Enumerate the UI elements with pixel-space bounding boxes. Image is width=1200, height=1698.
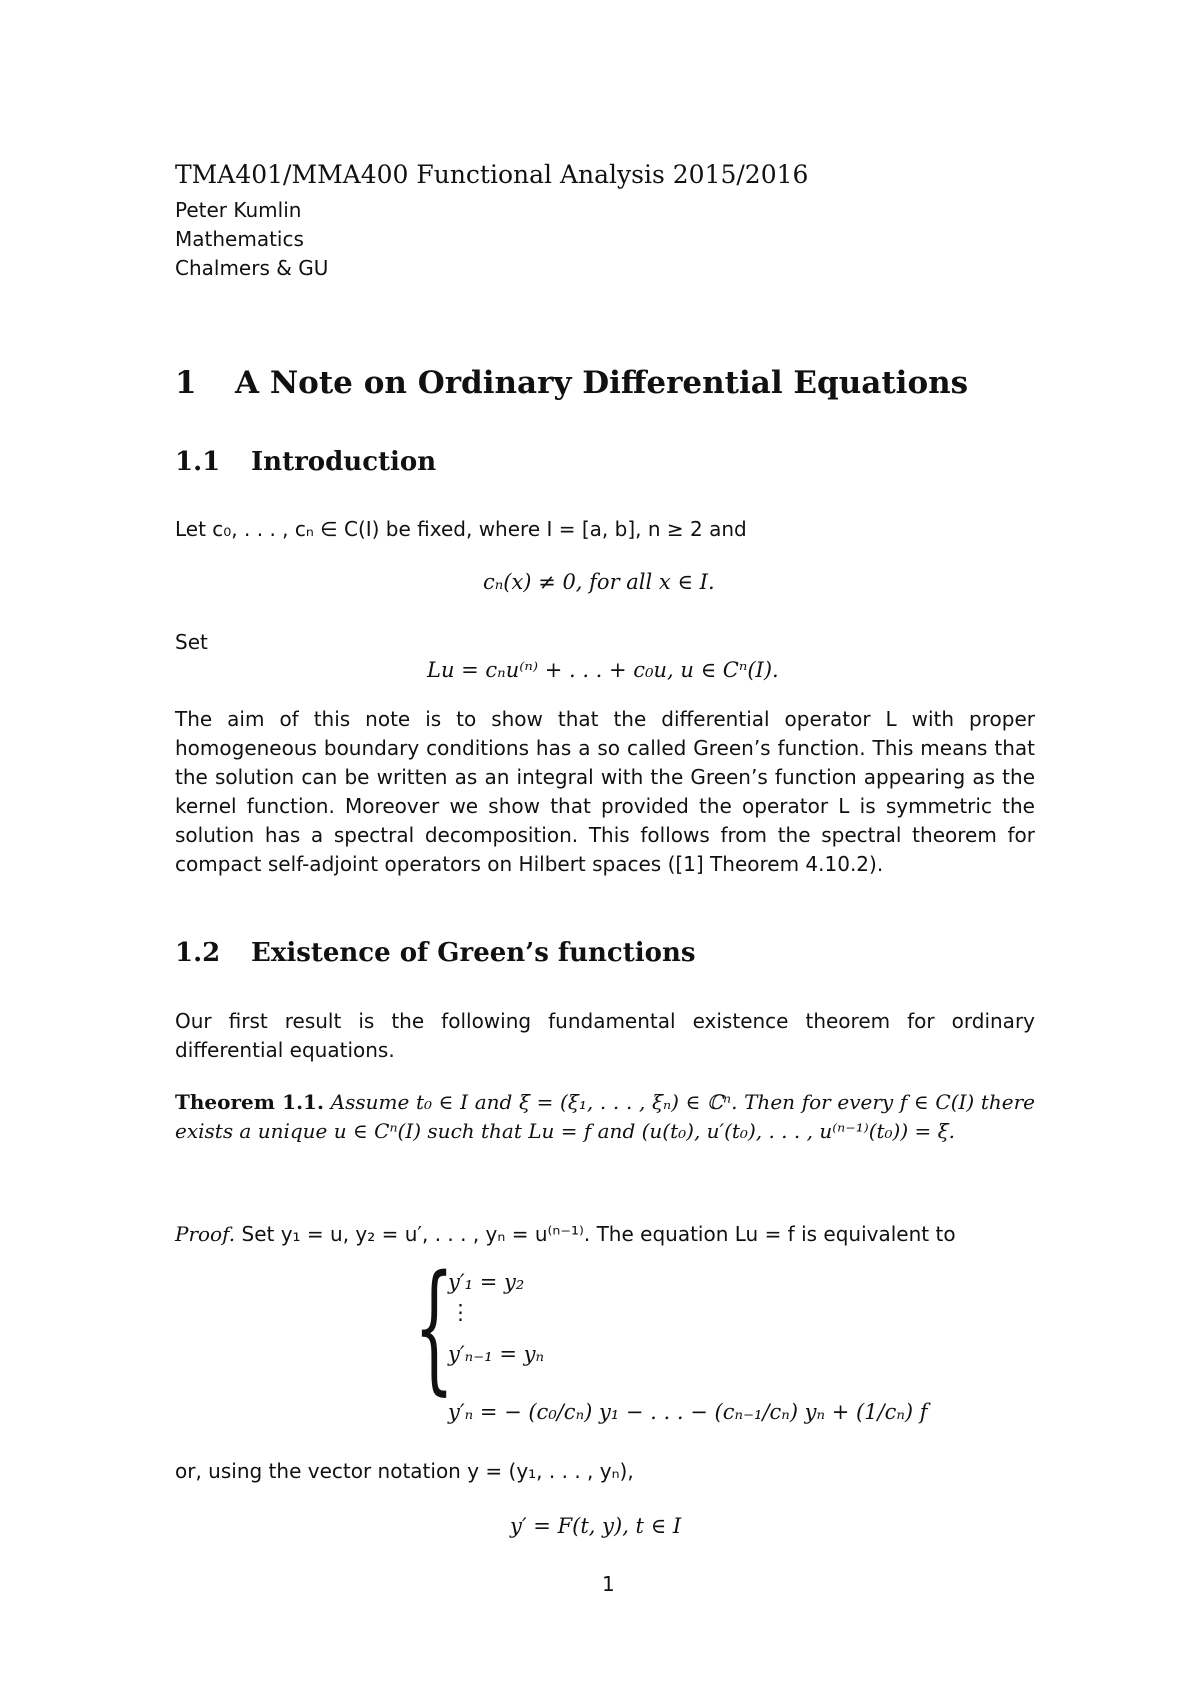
subsection-number: 1.2 (175, 938, 221, 968)
subsection-title: Existence of Green’s functions (251, 938, 696, 968)
department: Mathematics (175, 227, 304, 251)
course-title: TMA401/MMA400 Functional Analysis 2015/2016 (175, 160, 809, 189)
page-number: 1 (602, 1572, 615, 1596)
existence-paragraph: Our first result is the following fundamental existence theorem for ordinary differential equations. (175, 1009, 1035, 1062)
theorem-label: Theorem 1.1. (175, 1090, 324, 1114)
theorem-block (175, 1088, 1035, 1146)
left-brace: { (414, 1246, 455, 1409)
intro-line: Let c₀, . . . , cₙ ∈ C(I) be fixed, where I = [a, b], n ≥ 2 and (175, 517, 747, 541)
proof-text: Set y₁ = u, y₂ = u′, . . . , yₙ = u⁽ⁿ⁻¹⁾. The equation Lu = f is equivalent to (241, 1222, 956, 1246)
system-line: y′₁ = y₂ (448, 1270, 525, 1294)
section-title: A Note on Ordinary Differential Equations (235, 365, 969, 401)
section-number: 1 (175, 365, 197, 401)
section-heading (175, 365, 968, 401)
subsection-heading (175, 938, 696, 968)
equation-cn-nonzero: cₙ(x) ≠ 0, for all x ∈ I. (483, 570, 715, 594)
system-line: ⋮ (450, 1300, 471, 1324)
author-name: Peter Kumlin (175, 198, 302, 222)
subsection-number: 1.1 (175, 447, 221, 477)
equation-vector-ode: y′ = F(t, y), t ∈ I (510, 1514, 682, 1538)
subsection-heading (175, 447, 436, 477)
institution: Chalmers & GU (175, 256, 329, 280)
intro-paragraph: The aim of this note is to show that the differential operator L with proper homogeneous boundary conditions has a so called Green’s function. This means that the solution can be written as an integral with the Green’s function appearing as the kernel function. Moreover we show that provided the operator L is symmetric the solution has a spectral decomposition. This follows from the spectral theorem for compact self-adjoint operators on Hilbert spaces ([1] Theorem 4.10.2). (175, 707, 1035, 876)
system-line: y′ₙ₋₁ = yₙ (448, 1342, 544, 1366)
theorem-statement: Assume t₀ ∈ I and ξ = (ξ₁, . . . , ξₙ) ∈ ℂⁿ. Then for every f ∈ C(I) there exists a unique u ∈ Cⁿ(I) such that Lu = f and (u(t₀), u′(t₀), . . . , u⁽ⁿ⁻¹⁾(t₀)) = ξ. (175, 1090, 1036, 1143)
proof-block (175, 1220, 1035, 1249)
vector-note: or, using the vector notation y = (y₁, . . . , yₙ), (175, 1459, 634, 1483)
equation-operator-L: Lu = cₙu⁽ⁿ⁾ + . . . + c₀u, u ∈ Cⁿ(I). (427, 658, 779, 682)
set-word: Set (175, 630, 208, 654)
proof-label: Proof. (175, 1222, 236, 1246)
system-line: y′ₙ = − (c₀/cₙ) y₁ − . . . − (cₙ₋₁/cₙ) yₙ + (1/cₙ) f (448, 1400, 928, 1424)
subsection-title: Introduction (251, 447, 437, 477)
